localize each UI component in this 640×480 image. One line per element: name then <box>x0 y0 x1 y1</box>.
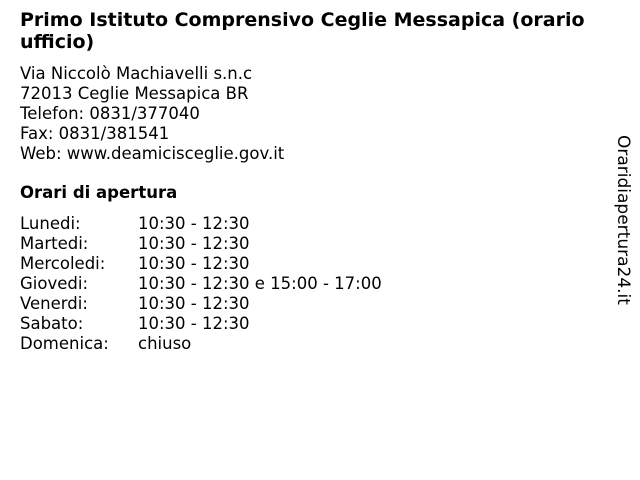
opening-hours-heading: Orari di apertura <box>20 183 178 202</box>
time-value: 10:30 - 12:30 <box>138 254 250 273</box>
day-label: Domenica: <box>20 334 109 353</box>
page-title: Primo Istituto Comprensivo Ceglie Messapica (orario ufficio) <box>20 9 585 53</box>
day-label: Sabato: <box>20 314 84 333</box>
street-address: Via Niccolò Machiavelli s.n.c <box>20 64 253 83</box>
site-watermark: Oraridiapertura24.it <box>613 135 633 305</box>
time-value: chiuso <box>138 334 192 353</box>
day-label: Martedi: <box>20 234 89 253</box>
day-label: Giovedi: <box>20 274 88 293</box>
website: Web: www.deamicisceglie.gov.it <box>20 144 285 163</box>
day-label: Mercoledi: <box>20 254 106 273</box>
time-value: 10:30 - 12:30 <box>138 214 250 233</box>
time-value: 10:30 - 12:30 <box>138 234 250 253</box>
city-address: 72013 Ceglie Messapica BR <box>20 84 249 103</box>
time-value: 10:30 - 12:30 <box>138 314 250 333</box>
day-label: Venerdi: <box>20 294 88 313</box>
phone-number: Telefon: 0831/377040 <box>20 104 200 123</box>
time-value: 10:30 - 12:30 <box>138 294 250 313</box>
fax-number: Fax: 0831/381541 <box>20 124 170 143</box>
address-block <box>20 64 284 164</box>
time-value: 10:30 - 12:30 e 15:00 - 17:00 <box>138 274 382 293</box>
day-label: Lunedi: <box>20 214 81 233</box>
